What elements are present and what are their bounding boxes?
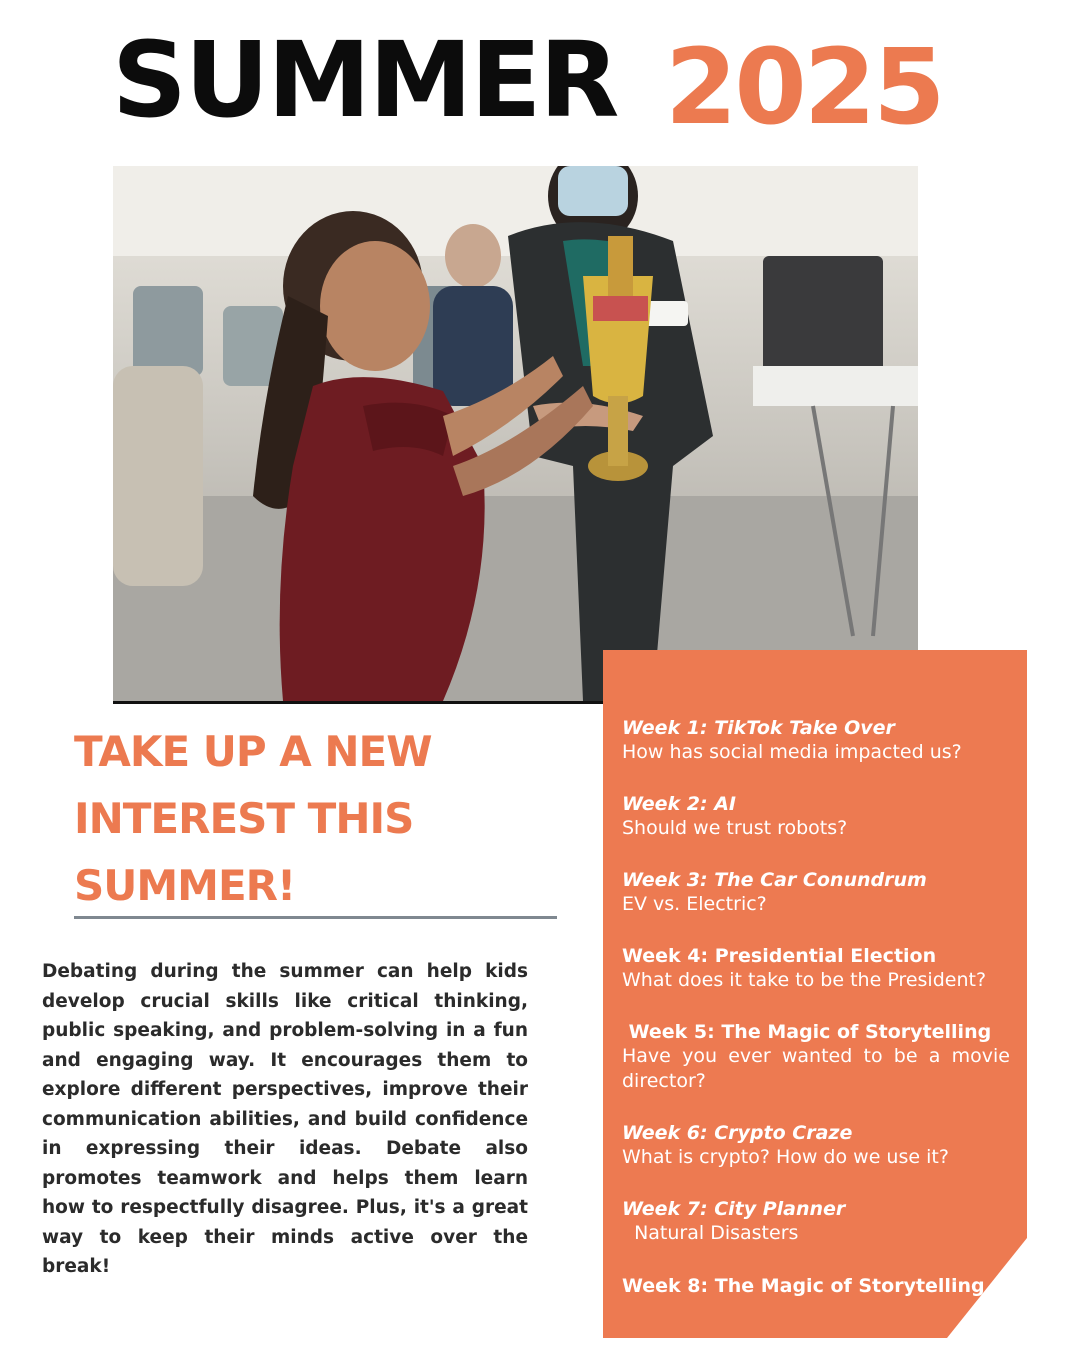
photo-illustration <box>113 166 918 701</box>
title-year: 2025 <box>665 26 943 148</box>
week-item-1 <box>622 716 1010 765</box>
week-item-2 <box>622 792 1010 841</box>
week-title: Week 8: The Magic of Storytelling <box>622 1275 985 1297</box>
week-description: What does it take to be the President? <box>622 969 987 991</box>
week-description: What is crypto? How do we use it? <box>622 1146 949 1168</box>
week-item-7 <box>622 1197 1010 1246</box>
week-title: Week 4: Presidential Election <box>622 945 937 967</box>
week-item-8 <box>622 1274 1010 1298</box>
headline-divider <box>74 916 557 919</box>
week-description: Should we trust robots? <box>622 817 848 839</box>
week-description: EV vs. Electric? <box>622 893 767 915</box>
week-item-6 <box>622 1121 1010 1170</box>
week-title: Week 1: TikTok Take Over <box>622 717 895 739</box>
hero-photo <box>113 166 918 704</box>
week-description: Have you ever wanted to be a movie director? <box>622 1045 1010 1092</box>
week-title: Week 3: The Car Conundrum <box>622 869 927 891</box>
week-title: Week 5: The Magic of Storytelling <box>622 1021 992 1043</box>
week-item-5 <box>622 1020 1010 1094</box>
headline <box>74 718 544 919</box>
week-title: Week 6: Crypto Craze <box>622 1122 853 1144</box>
week-description: How has social media impacted us? <box>622 741 962 763</box>
title-summer: SUMMER <box>112 19 618 141</box>
week-item-3 <box>622 868 1010 917</box>
week-title: Week 7: City Planner <box>622 1198 846 1220</box>
headline-line-3: SUMMER! <box>74 861 296 910</box>
body-paragraph: Debating during the summer can help kids develop crucial skills like critical thinking, public speaking, and problem-solving in a fun and engaging way. It encourages them to explore different perspectives, improve their communication abilities, and build confidence in expressing their ideas. Debate also promotes teamwork and helps them learn how to respectfully disagree. Plus, it's a great way to keep their minds active over the break! <box>42 961 528 1277</box>
headline-line-1: TAKE UP A NEW <box>74 727 432 776</box>
week-description: Natural Disasters <box>622 1222 799 1244</box>
headline-line-2: INTEREST THIS <box>74 794 414 843</box>
week-title: Week 2: AI <box>622 793 736 815</box>
week-item-4 <box>622 944 1010 993</box>
